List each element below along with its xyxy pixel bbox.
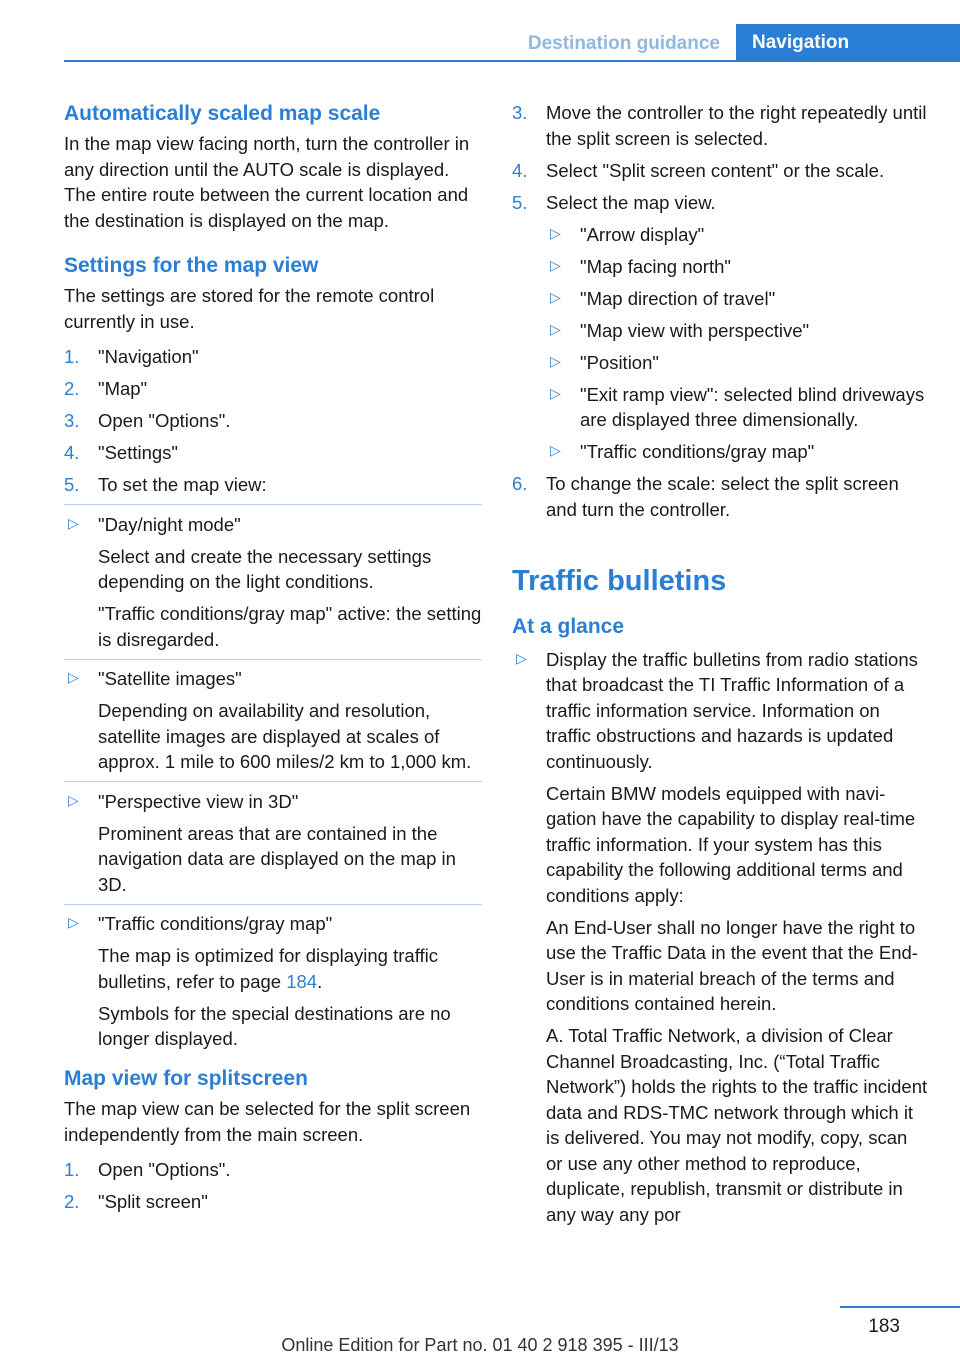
triangle-right-icon: ▷ <box>550 225 561 242</box>
header-rule <box>64 60 960 62</box>
list-item: ▷ "Map view with perspective" <box>546 318 928 344</box>
heading-at-a-glance: At a glance <box>512 614 625 638</box>
map-view-choices <box>546 222 928 465</box>
heading-auto-scale: Automatically scaled map scale <box>64 102 381 125</box>
paragraph-map-settings: The settings are stored for the remote control currently in use. <box>64 285 435 332</box>
list-item: 6. To change the scale: select the split screen and turn the controller. <box>512 473 899 520</box>
paragraph-auto-scale: In the map view facing north, turn the controller in any direction until the AUTO scale is displayed. The entire route between the current location and the destination is displayed on the map. <box>64 133 470 231</box>
heading-splitscreen: Map view for splitscreen <box>64 1067 308 1090</box>
split-steps-continued <box>512 100 928 522</box>
triangle-right-icon: ▷ <box>68 670 79 686</box>
option-satellite: ▷ "Satellite images" Depending on availability and resolution, satellite images are displayed at scales of approx. 1 mile to 600 miles/2 km to 1,000 km. <box>68 668 472 772</box>
triangle-right-icon: ▷ <box>550 385 561 402</box>
page-link-184[interactable]: 184 <box>286 970 318 992</box>
list-item: ▷ "Map direction of travel" <box>546 286 928 312</box>
header-chapter-tab[interactable]: Navigation <box>736 24 960 61</box>
map-view-options <box>64 512 482 1052</box>
list-item: ▷ "Arrow display" <box>546 222 928 248</box>
triangle-right-icon: ▷ <box>550 289 561 306</box>
heading-map-settings: Settings for the map view <box>64 254 319 277</box>
header-section-title: Destination guidance <box>527 33 720 54</box>
list-item: ▷ Display the traffic bulletins from radio stations that broadcast the TI Traffic Information of a traffic information service. Information on traffic obstructions and hazards is updated continuously. Certain BMW models equipped with navigation have the capability to display real-time traffic information. If your system has this capability the following additional terms and conditions apply: An End-User shall no longer have the right to use the Traffic Data in the event that the End-User is in material breach of the terms and conditions contained herein. A. Total Traffic Network, a division of Clear Channel Broadcasting, Inc. (“Total Traffic Network”) holds the rights to the traffic incident data and RDS-TMC network through which it is delivered. You may not modify, copy, scan or use any other method to reproduce, duplicate, republish, transmit or distribute in any way any por <box>516 648 928 1225</box>
list-item: 4. Select "Split screen content" or the scale. <box>512 159 885 181</box>
list-item: ▷ "Position" <box>546 350 928 376</box>
triangle-right-icon: ▷ <box>550 257 561 274</box>
list-item: 5. Select the map view. ▷ "Arrow display" ▷ "Map facing north" ▷ "Map direction of travel" ▷ "Map view with perspective" ▷ "Position" ▷ "Exit ramp view": selected blind driveways are displayed three dimensionally. ▷ "Traffic conditions/gray map" <box>512 190 928 465</box>
list-item: 4. "Settings" <box>64 442 178 463</box>
right-column <box>512 100 928 1234</box>
option-traffic-gray-map: ▷ "Traffic conditions/gray map" The map is optimized for displaying traffic bulletins, refer to page 184. Symbols for the special destinations are no longer displayed. <box>68 913 451 1049</box>
triangle-right-icon: ▷ <box>68 792 79 809</box>
list-item: 3. Open "Options". <box>64 410 231 431</box>
split-steps <box>64 1157 482 1215</box>
triangle-right-icon: ▷ <box>550 321 561 338</box>
option-day-night: ▷ "Day/night mode" Select and create the necessary settings depending on the light conditions. "Traffic conditions/gray map" active: the setting is disregarded. <box>68 513 482 650</box>
triangle-right-icon: ▷ <box>550 443 561 459</box>
triangle-right-icon: ▷ <box>516 650 527 667</box>
option-perspective-3d: ▷ "Perspective view in 3D" Prominent areas that are contained in the navigation data are displayed on the map in 3D. <box>68 790 456 895</box>
settings-steps <box>64 344 482 498</box>
list-item: 3. Move the controller to the right repeatedly until the split screen is selected. <box>512 102 927 149</box>
heading-traffic-bulletins: Traffic bulletins <box>512 564 727 597</box>
glance-list <box>512 647 928 1228</box>
left-column <box>64 100 482 1221</box>
list-item: 1. "Navigation" <box>64 346 199 367</box>
paragraph-splitscreen: The map view can be selected for the split screen independently from the main screen. <box>64 1098 471 1145</box>
list-item: ▷ "Map facing north" <box>546 254 928 280</box>
edition-note: Online Edition for Part no. 01 40 2 918 395 - III/13 <box>281 1335 679 1355</box>
list-item: 1. Open "Options". <box>64 1159 231 1180</box>
list-item: 5. To set the map view: <box>64 474 267 495</box>
list-item: ▷ "Exit ramp view": selected blind driveways are displayed three dimensionally. <box>550 383 925 430</box>
triangle-right-icon: ▷ <box>550 353 561 370</box>
triangle-right-icon: ▷ <box>68 915 79 931</box>
list-item: ▷ "Traffic conditions/gray map" <box>546 439 928 465</box>
list-item: 2. "Split screen" <box>64 1191 208 1212</box>
triangle-right-icon: ▷ <box>68 515 79 532</box>
footer-rule <box>840 1306 960 1308</box>
list-item: 2. "Map" <box>64 378 148 399</box>
page-number: 183 <box>868 1316 900 1337</box>
